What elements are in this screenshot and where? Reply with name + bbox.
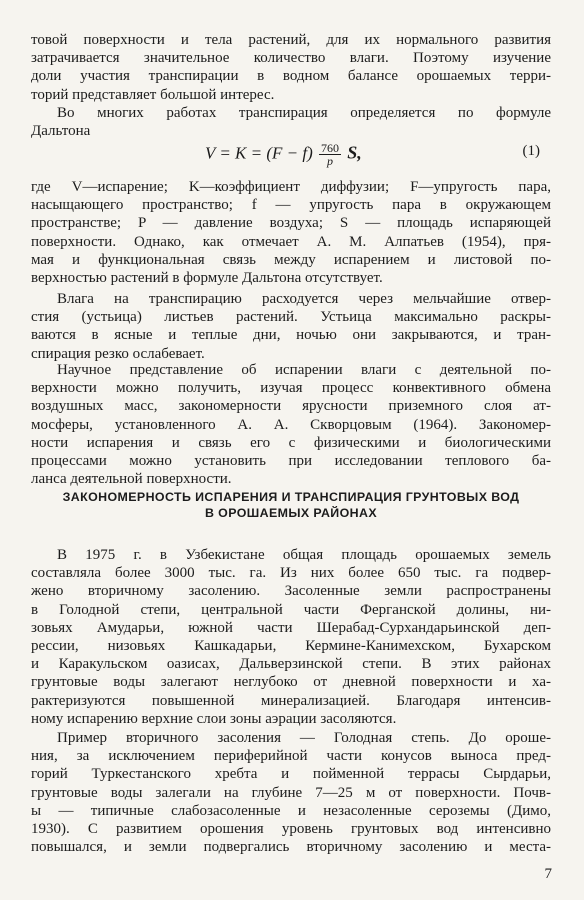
- formula-expression: [205, 142, 362, 167]
- formula-fraction: [319, 142, 341, 167]
- formula-denominator: p: [327, 154, 334, 168]
- paragraph-5: [31, 361, 551, 488]
- text-line: в Голодной степи, центральной части Ферганской долины, ни-: [31, 601, 551, 618]
- text-line: торий представляет большой интерес.: [31, 86, 275, 103]
- text-line: поверхности. Однако, как отмечает А. М. Алпатьев (1954), пря-: [31, 233, 551, 250]
- text-line: ному испарению верхние слои зоны аэрации засоляются.: [31, 710, 397, 727]
- text-line: Дальтона: [31, 123, 91, 140]
- text-line: мая и функциональная связь между испарением и листовой по-: [31, 251, 551, 268]
- formula-numerator: 760: [321, 141, 340, 155]
- text-line: горий Туркестанского хребта и пойменной террасы Сырдарьи,: [31, 766, 551, 783]
- text-line: рессии, низовьях Кашкадарьи, Кермине-Канимехском, Бухарском: [31, 637, 551, 654]
- formula-symbol: S,: [347, 142, 362, 163]
- text-line: стия (устьица) листьев растений. Устьица максимально раскры-: [31, 309, 551, 326]
- paragraph-2: [31, 104, 551, 140]
- text-line: грунтовые воды залегают неглубоко от дневной поверхности и ха-: [31, 674, 551, 691]
- paragraph-1: [31, 31, 551, 104]
- text-line: Во многих работах транспирация определяется по формуле: [57, 105, 551, 121]
- text-line: воздушных масс, закономерности ярусности приземного слоя ат-: [31, 398, 551, 415]
- page-number: 7: [544, 866, 552, 882]
- text-line: Пример вторичного засоления — Голодная степь. До ороше-: [57, 730, 551, 746]
- text-line: жено вторичному засолению. Засоленные земли распространены: [31, 583, 551, 600]
- text-line: Научное представление об испарении влаги с деятельной по-: [57, 362, 551, 378]
- text-line: где V—испарение; K—коэффициент диффузии; F—упругость пара,: [31, 179, 551, 195]
- text-line: верхностью растений в формуле Дальтона отсутствует.: [31, 269, 383, 286]
- text-line: доли участия транспирации в водном балансе орошаемых терри-: [31, 68, 551, 85]
- text-line: составляла более 3000 тыс. га. Из них более 650 тыс. га подвер-: [31, 565, 551, 582]
- text-line: мосферы, установленного А. А. Скворцовым (1964). Закономер-: [31, 416, 551, 433]
- paragraph-7: [31, 729, 551, 856]
- text-line: пространстве; P — давление воздуха; S — площадь испаряющей: [31, 215, 551, 232]
- text-line: и Каракульском оазисах, Дальверзинской степи. В этих районах: [31, 656, 551, 673]
- formula-lhs: V = K = (F − f): [205, 143, 313, 163]
- text-line: спирация резко ослабевает.: [31, 345, 205, 362]
- text-line: насыщающего пространство; f — упругость пара в окружающем: [31, 197, 551, 214]
- text-line: ности испарения и связь его с физическими и биологическими: [31, 434, 551, 451]
- text-line: ния, за исключением периферийной части конусов выноса пред-: [31, 748, 551, 765]
- text-line: В 1975 г. в Узбекистане общая площадь орошаемых земель: [57, 547, 551, 563]
- paragraph-6: [31, 546, 551, 728]
- text-line: 1930). С развитием орошения уровень грунтовых вод интенсивно: [31, 820, 551, 837]
- text-line: товой поверхности и тела растений, для их нормального развития: [31, 32, 551, 48]
- text-line: ваются в ясные и теплые дни, ночью они закрываются, и тран-: [31, 327, 551, 344]
- text-line: ы — типичные слабозасоленные и незасоленные сероземы (Димо,: [31, 802, 551, 819]
- text-line: зовьях Амударьи, южной части Шерабад-Сурхандарьинской деп-: [31, 619, 551, 636]
- text-line: затрачивается значительное количество влаги. Поэтому изучение: [31, 50, 551, 67]
- section-heading: [31, 489, 551, 521]
- text-line: повышался, и земли подвергались вторичному засолению и места-: [31, 839, 551, 856]
- equation-number: (1): [522, 143, 540, 159]
- section-heading-line-2: В ОРОШАЕМЫХ РАЙОНАХ: [204, 506, 378, 520]
- dalton-formula: [0, 138, 584, 170]
- text-line: процессами можно установить при исследовании теплового ба-: [31, 452, 551, 469]
- text-line: грунтовые воды залегали на глубине 7—25 м от поверхности. Почв-: [31, 784, 551, 801]
- text-line: верхности можно получить, изучая процесс конвективного обмена: [31, 380, 551, 397]
- text-line: ланса деятельной поверхности.: [31, 471, 232, 488]
- text-line: рактеризуются повышенной минерализацией. Благодаря интенсив-: [31, 692, 551, 709]
- section-heading-line-1: ЗАКОНОМЕРНОСТЬ ИСПАРЕНИЯ И ТРАНСПИРАЦИЯ ГРУНТОВЫХ ВОД: [62, 490, 520, 504]
- text-line: Влага на транспирацию расходуется через мельчайшие отвер-: [57, 291, 551, 307]
- paragraph-3: [31, 178, 551, 287]
- paragraph-4: [31, 290, 551, 363]
